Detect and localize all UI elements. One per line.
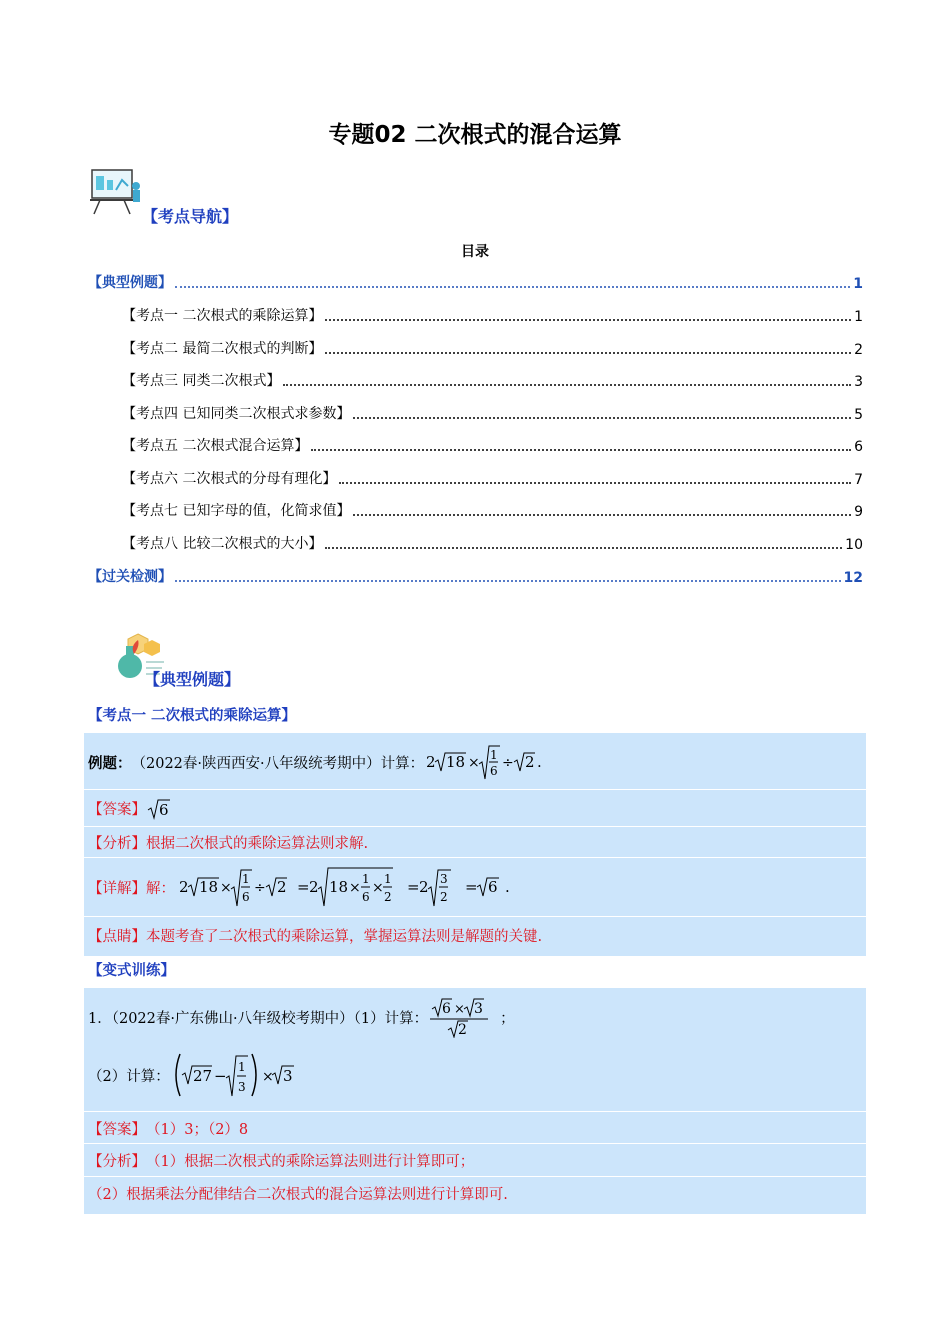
toc-entry[interactable] [88,272,863,292]
analysis-tag: 【分析】 [88,835,146,852]
svg-text:2: 2 [384,890,392,904]
toc-entry-label: 【过关检测】 [88,569,172,585]
toc-entry-label: 【考点一 二次根式的乘除运算】 [122,308,323,324]
svg-text:6: 6 [488,878,498,896]
toc-leader-dots [325,547,842,549]
svg-text:×: × [261,1069,274,1085]
toc-entry-label: 【考点七 已知字母的值，化简求值】 [122,503,351,519]
example-formula [424,744,544,780]
svg-text:×: × [349,880,361,896]
q1-answer [88,1118,248,1138]
answer-tag: 【答案】 [88,801,146,818]
svg-text:=: = [465,878,478,896]
svg-text:6: 6 [159,801,169,819]
toc-entry-page: 2 [854,342,863,358]
detail-formula [175,864,520,910]
toc-entry-label: 【考点三 同类二次根式】 [122,373,281,389]
q1-analysis-text-2: （2）根据乘法分配律结合二次根式的混合运算法则进行计算即可. [88,1186,508,1203]
toc-entry[interactable] [122,338,863,358]
example-analysis [88,832,368,852]
svg-text:×: × [372,880,384,896]
svg-text:6: 6 [490,764,498,778]
example-comment [88,925,542,945]
example-source: （2022春·陕西西安·八年级统考期中）计算： [131,755,425,772]
toc-entry-label: 【考点二 最简二次根式的判断】 [122,341,323,357]
toc-leader-dots [339,482,851,484]
svg-text:=: = [297,878,310,896]
svg-text:2: 2 [440,890,448,904]
svg-text:18: 18 [199,878,219,896]
svg-text:1: 1 [237,1060,246,1074]
q1-line1 [88,996,515,1038]
svg-text:1: 1 [242,872,250,886]
svg-text:1: 1 [384,872,392,886]
svg-text:2: 2 [309,878,319,896]
q1-answer-text: （1）3；（2）8 [146,1121,249,1138]
kaodian-1-header: 【考点一 二次根式的乘除运算】 [88,708,297,724]
svg-text:18: 18 [446,753,466,771]
toc-leader-dots [353,417,851,419]
toc-entry-page: 12 [843,570,863,586]
svg-text:2: 2 [426,753,436,771]
q1-line2-text: （2）计算： [88,1068,170,1085]
presentation-board-icon [88,166,142,216]
toc-entry[interactable] [122,533,863,553]
variant-header: 【变式训练】 [88,963,175,979]
svg-text:1: 1 [362,872,370,886]
q1-analysis [88,1150,474,1170]
svg-text:18: 18 [329,878,349,896]
toc-leader-dots [353,514,851,516]
svg-text:×: × [468,755,480,771]
q1-line2 [88,1050,300,1100]
svg-text:=: = [407,878,420,896]
q1-analysis-text-1: （1）根据二次根式的乘除运算法则进行计算即可； [146,1153,475,1170]
svg-text:−: − [213,1067,227,1085]
toc-leader-dots [175,580,841,582]
svg-text:2: 2 [277,878,287,896]
toc-leader-dots [175,286,850,288]
svg-text:.: . [537,753,542,771]
toc-leader-dots [325,319,851,321]
svg-text:2: 2 [419,878,429,896]
toc-entry[interactable] [122,403,863,423]
toc-leader-dots [283,384,851,386]
analysis-text: 根据二次根式的乘除运算法则求解. [146,835,369,852]
q1-line1-end: ； [500,1010,515,1027]
toc-entry-page: 1 [853,276,863,292]
svg-text:2: 2 [179,878,189,896]
comment-text: 本题考查了二次根式的乘除运算，掌握运算法则是解题的关键. [146,928,543,945]
toc-entry-label: 【典型例题】 [88,275,172,291]
svg-text:.: . [505,878,510,896]
toc-entry-page: 5 [854,407,863,423]
svg-text:3: 3 [237,1080,246,1094]
toc-title: 目录 [461,244,489,260]
toc-entry[interactable] [88,566,863,586]
toc-entry-label: 【考点五 二次根式混合运算】 [122,438,309,454]
q1-analysis-tag: 【分析】 [88,1153,146,1170]
example-question [88,744,544,780]
toc-entry[interactable] [122,435,863,455]
toc-entry[interactable] [122,500,863,520]
svg-text:3: 3 [474,1001,483,1017]
detail-prefix: 解： [146,880,175,897]
svg-text:2: 2 [525,753,535,771]
svg-text:6: 6 [442,1001,451,1017]
svg-text:÷: ÷ [254,880,266,896]
q1-line1-text: 1．（2022春·广东佛山·八年级校考期中）（1）计算： [88,1010,429,1027]
svg-text:×: × [220,880,232,896]
example-prefix: 例题： [88,755,132,772]
svg-text:÷: ÷ [502,755,514,771]
toc-entry[interactable] [122,370,863,390]
q1-answer-tag: 【答案】 [88,1121,146,1138]
toc-leader-dots [325,352,851,354]
toc-entry[interactable] [122,305,863,325]
toc-entry-label: 【考点六 二次根式的分母有理化】 [122,471,337,487]
q1-formula-1 [428,996,500,1038]
toc-entry-page: 10 [845,537,863,553]
q1-analysis-2 [88,1183,508,1203]
toc-entry-label: 【考点八 比较二次根式的大小】 [122,536,323,552]
detail-tag: 【详解】 [88,880,146,897]
svg-text:1: 1 [490,748,498,762]
svg-text:3: 3 [282,1067,293,1085]
comment-tag: 【点睛】 [88,928,146,945]
svg-text:3: 3 [440,872,448,886]
svg-text:6: 6 [362,890,370,904]
nav-header: 【考点导航】 [142,207,239,226]
examples-header: 【典型例题】 [144,670,241,689]
q1-formula-2 [170,1050,300,1100]
answer-formula [146,796,174,820]
page-title: 专题02 二次根式的混合运算 [328,122,622,148]
toc-entry-label: 【考点四 已知同类二次根式求参数】 [122,406,351,422]
toc-entry-page: 6 [854,439,863,455]
svg-text:2: 2 [458,1022,467,1038]
svg-text:6: 6 [242,890,250,904]
example-answer [88,796,174,820]
toc-entry-page: 9 [854,504,863,520]
toc-leader-dots [311,449,851,451]
example-detail [88,864,520,910]
toc-entry-page: 3 [854,374,863,390]
svg-text:27: 27 [192,1067,212,1085]
toc-entry[interactable] [122,468,863,488]
toc-entry-page: 7 [854,472,863,488]
toc-entry-page: 1 [854,309,863,325]
svg-text:×: × [454,1002,465,1017]
